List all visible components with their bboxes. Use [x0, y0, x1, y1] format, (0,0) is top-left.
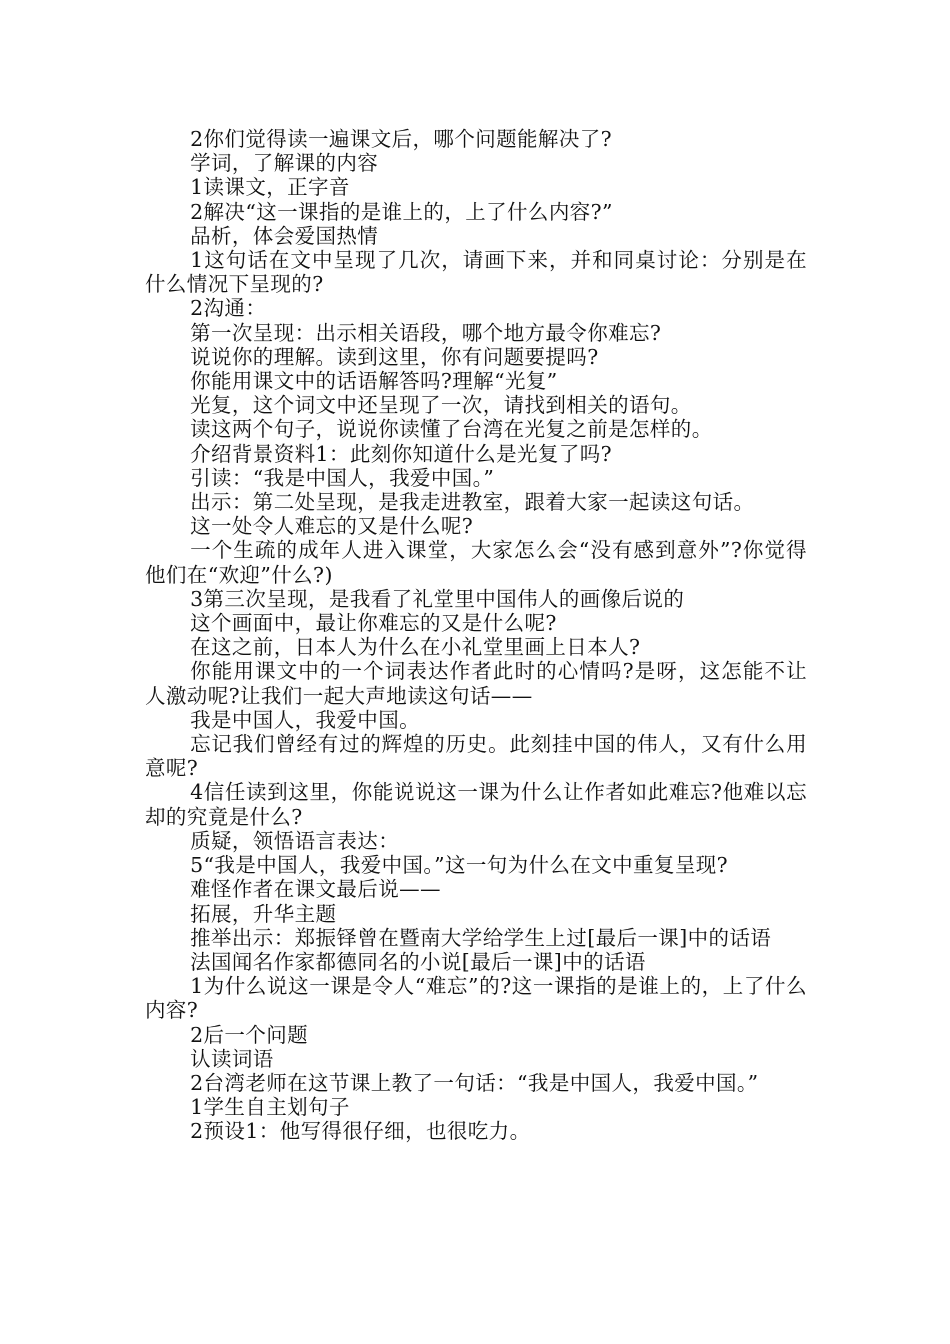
paragraph: 认读词语 — [190, 1046, 274, 1071]
paragraph: 1为什么说这一课是令人“难忘”的?这一课指的是谁上的，上了什么内容? — [145, 974, 807, 1023]
paragraph: 你能用课文中的一个词表达作者此时的心情吗?是呀，这怎能不让人激动呢?让我们一起大声地读这句话—— — [145, 659, 807, 708]
paragraph: 5“我是中国人，我爱中国。”这一句为什么在文中重复呈现? — [190, 853, 729, 878]
paragraph: 一个生疏的成年人进入课堂，大家怎么会“没有感到意外”?你觉得他们在“欢迎”什么?) — [145, 538, 807, 587]
paragraph: 出示：第二处呈现，是我走进教室，跟着大家一起读这句话。 — [190, 490, 755, 515]
paragraph: 3第三次呈现，是我看了礼堂里中国伟人的画像后说的 — [190, 586, 685, 611]
paragraph: 学词，了解课的内容 — [190, 151, 379, 176]
paragraph: 你能用课文中的话语解答吗?理解“光复” — [190, 369, 558, 394]
paragraph: 2你们觉得读一遍课文后，哪个问题能解决了? — [190, 127, 613, 151]
paragraph: 2台湾老师在这节课上教了一句话：“我是中国人，我爱中国。” — [190, 1070, 759, 1095]
paragraph: 2沟通： — [190, 296, 267, 321]
paragraph: 第一次呈现：出示相关语段，哪个地方最令你难忘? — [190, 320, 662, 345]
paragraph: 我是中国人，我爱中国。 — [190, 707, 420, 732]
paragraph: 1这句话在文中呈现了几次，请画下来，并和同桌讨论：分别是在什么情况下呈现的? — [145, 248, 807, 297]
paragraph: 光复，这个词文中还呈现了一次，请找到相关的语句。 — [190, 393, 692, 418]
paragraph: 4信任读到这里，你能说说这一课为什么让作者如此难忘?他难以忘却的究竟是什么? — [145, 780, 807, 829]
paragraph: 1学生自主划句子 — [190, 1095, 350, 1120]
paragraph: 品析，体会爱国热情 — [190, 223, 379, 248]
document-body — [145, 127, 807, 1144]
paragraph: 推举出示：郑振铎曾在暨南大学给学生上过[最后一课]中的话语 — [190, 925, 772, 950]
paragraph: 介绍背景资料1：此刻你知道什么是光复了吗? — [190, 441, 613, 466]
paragraph: 2预设1：他写得很仔细，也很吃力。 — [190, 1119, 531, 1144]
paragraph: 忘记我们曾经有过的辉煌的历史。此刻挂中国的伟人，又有什么用意呢? — [145, 732, 807, 781]
paragraph: 2解决“这一课指的是谁上的，上了什么内容?” — [190, 199, 613, 224]
paragraph: 难怪作者在课文最后说—— — [190, 877, 441, 902]
paragraph: 2后一个问题 — [190, 1022, 309, 1047]
paragraph: 说说你的理解。读到这里，你有问题要提吗? — [190, 344, 599, 369]
paragraph: 这个画面中，最让你难忘的又是什么呢? — [190, 611, 557, 636]
paragraph: 拓展，升华主题 — [190, 901, 337, 926]
paragraph: 这一处令人难忘的又是什么呢? — [190, 514, 474, 539]
paragraph: 引读：“我是中国人，我爱中国。” — [190, 465, 495, 490]
paragraph: 1读课文，正字音 — [190, 175, 350, 200]
paragraph: 读这两个句子，说说你读懂了台湾在光复之前是怎样的。 — [190, 417, 713, 442]
paragraph: 在这之前，日本人为什么在小礼堂里画上日本人? — [190, 635, 641, 660]
paragraph: 法国闻名作家都德同名的小说[最后一课]中的话语 — [190, 949, 646, 974]
paragraph: 质疑，领悟语言表达： — [190, 828, 400, 853]
